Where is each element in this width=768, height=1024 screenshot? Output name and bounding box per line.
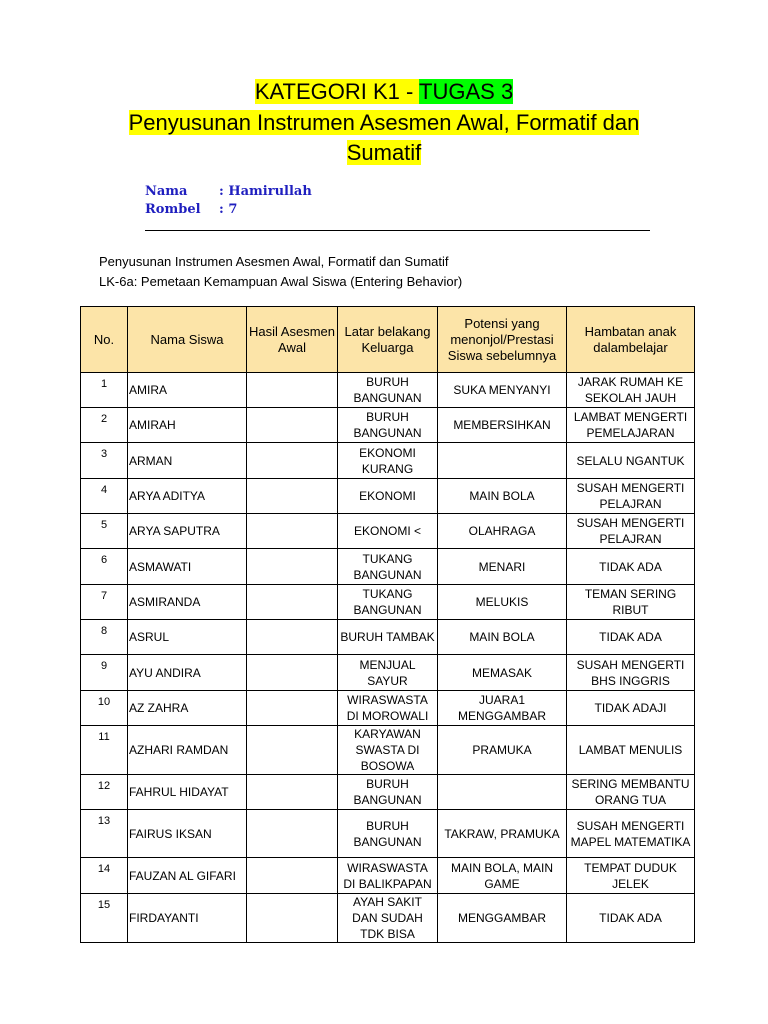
- identity-rombel-row: [145, 201, 312, 219]
- header-potensi: Potensi yang menonjol/Prestasi Siswa sebelumnya: [438, 307, 567, 373]
- assessment-result: [247, 620, 338, 655]
- assessment-result: [247, 726, 338, 775]
- table-body: [81, 373, 695, 943]
- student-name: ASMAWATI: [128, 549, 247, 585]
- student-name: FAUZAN AL GIFARI: [128, 858, 247, 894]
- student-name: ASMIRANDA: [128, 585, 247, 620]
- header-no: No.: [81, 307, 128, 373]
- row-number: 10: [81, 691, 128, 726]
- intro-line-2: LK-6a: Pemetaan Kemampuan Awal Siswa (Entering Behavior): [99, 274, 463, 289]
- table-row: [81, 373, 695, 408]
- student-potential: MAIN BOLA: [438, 479, 567, 514]
- row-number: 4: [81, 479, 128, 514]
- row-number: 5: [81, 514, 128, 549]
- family-background: BURUH BANGUNAN: [338, 373, 438, 408]
- assessment-result: [247, 655, 338, 691]
- student-name: AZ ZAHRA: [128, 691, 247, 726]
- student-potential: [438, 443, 567, 479]
- table-row: [81, 549, 695, 585]
- student-potential: MAIN BOLA, MAIN GAME: [438, 858, 567, 894]
- learning-obstacle: SUSAH MENGERTI MAPEL MATEMATIKA: [567, 810, 695, 858]
- document-subtitle: [60, 108, 708, 168]
- subtitle-line-2: Sumatif: [346, 140, 422, 165]
- student-potential: MENGGAMBAR: [438, 894, 567, 943]
- assessment-result: [247, 775, 338, 810]
- student-name: FAHRUL HIDAYAT: [128, 775, 247, 810]
- family-background: BURUH TAMBAK: [338, 620, 438, 655]
- family-background: MENJUAL SAYUR: [338, 655, 438, 691]
- family-background: EKONOMI: [338, 479, 438, 514]
- table-row: [81, 585, 695, 620]
- row-number: 8: [81, 620, 128, 655]
- assessment-result: [247, 479, 338, 514]
- table-row: [81, 408, 695, 443]
- family-background: EKONOMI KURANG: [338, 443, 438, 479]
- header-hasil-asesmen: Hasil Asesmen Awal: [247, 307, 338, 373]
- learning-obstacle: TEMAN SERING RIBUT: [567, 585, 695, 620]
- learning-obstacle: JARAK RUMAH KE SEKOLAH JAUH: [567, 373, 695, 408]
- family-background: WIRASWASTA DI MOROWALI: [338, 691, 438, 726]
- identity-name-row: [145, 183, 312, 201]
- learning-obstacle: LAMBAT MENGERTI PEMELAJARAN: [567, 408, 695, 443]
- table-row: [81, 620, 695, 655]
- row-number: 11: [81, 726, 128, 775]
- student-potential: JUARA1 MENGGAMBAR: [438, 691, 567, 726]
- table-row: [81, 655, 695, 691]
- family-background: WIRASWASTA DI BALIKPAPAN: [338, 858, 438, 894]
- table-row: [81, 479, 695, 514]
- subtitle-line-1: Penyusunan Instrumen Asesmen Awal, Formatif dan: [128, 110, 640, 135]
- learning-obstacle: TIDAK ADA: [567, 549, 695, 585]
- student-potential: TAKRAW, PRAMUKA: [438, 810, 567, 858]
- family-background: AYAH SAKIT DAN SUDAH TDK BISA: [338, 894, 438, 943]
- learning-obstacle: SUSAH MENGERTI PELAJRAN: [567, 514, 695, 549]
- divider-line: [145, 230, 650, 231]
- assessment-result: [247, 585, 338, 620]
- learning-obstacle: TIDAK ADA: [567, 894, 695, 943]
- learning-obstacle: LAMBAT MENULIS: [567, 726, 695, 775]
- document-title: [0, 78, 768, 106]
- row-number: 1: [81, 373, 128, 408]
- student-potential: OLAHRAGA: [438, 514, 567, 549]
- row-number: 15: [81, 894, 128, 943]
- student-name: ARYA ADITYA: [128, 479, 247, 514]
- row-number: 6: [81, 549, 128, 585]
- row-number: 13: [81, 810, 128, 858]
- assessment-result: [247, 894, 338, 943]
- learning-obstacle: SUSAH MENGERTI BHS INGGRIS: [567, 655, 695, 691]
- row-number: 7: [81, 585, 128, 620]
- intro-line-1: Penyusunan Instrumen Asesmen Awal, Formatif dan Sumatif: [99, 254, 449, 269]
- table-row: [81, 514, 695, 549]
- row-number: 3: [81, 443, 128, 479]
- family-background: TUKANG BANGUNAN: [338, 585, 438, 620]
- table-row: [81, 775, 695, 810]
- row-number: 12: [81, 775, 128, 810]
- learning-obstacle: SUSAH MENGERTI PELAJRAN: [567, 479, 695, 514]
- learning-obstacle: SERING MEMBANTU ORANG TUA: [567, 775, 695, 810]
- student-potential: MAIN BOLA: [438, 620, 567, 655]
- family-background: EKONOMI <: [338, 514, 438, 549]
- row-number: 14: [81, 858, 128, 894]
- table-row: [81, 858, 695, 894]
- assessment-result: [247, 514, 338, 549]
- family-background: BURUH BANGUNAN: [338, 775, 438, 810]
- table-row: [81, 810, 695, 858]
- student-name: AMIRA: [128, 373, 247, 408]
- assessment-result: [247, 443, 338, 479]
- assessment-result: [247, 691, 338, 726]
- table-row: [81, 691, 695, 726]
- header-latar-belakang: Latar belakang Keluarga: [338, 307, 438, 373]
- student-potential: PRAMUKA: [438, 726, 567, 775]
- identity-block: [145, 183, 312, 219]
- table-row: [81, 894, 695, 943]
- family-background: KARYAWAN SWASTA DI BOSOWA: [338, 726, 438, 775]
- title-category: KATEGORI K1 -: [254, 79, 420, 104]
- student-name: ARYA SAPUTRA: [128, 514, 247, 549]
- student-name: FIRDAYANTI: [128, 894, 247, 943]
- family-background: BURUH BANGUNAN: [338, 408, 438, 443]
- student-name: FAIRUS IKSAN: [128, 810, 247, 858]
- assessment-result: [247, 549, 338, 585]
- assessment-result: [247, 408, 338, 443]
- assessment-result: [247, 373, 338, 408]
- student-name: AMIRAH: [128, 408, 247, 443]
- table-header-row: [81, 307, 695, 373]
- student-mapping-table: [80, 306, 695, 943]
- student-potential: MELUKIS: [438, 585, 567, 620]
- learning-obstacle: TIDAK ADAJI: [567, 691, 695, 726]
- header-hambatan: Hambatan anak dalambelajar: [567, 307, 695, 373]
- table-row: [81, 726, 695, 775]
- assessment-result: [247, 810, 338, 858]
- assessment-result: [247, 858, 338, 894]
- student-name: AYU ANDIRA: [128, 655, 247, 691]
- rombel-value: : 7: [219, 202, 238, 217]
- student-potential: MENARI: [438, 549, 567, 585]
- name-label: Nama: [145, 184, 188, 199]
- learning-obstacle: TIDAK ADA: [567, 620, 695, 655]
- student-potential: SUKA MENYANYI: [438, 373, 567, 408]
- student-name: AZHARI RAMDAN: [128, 726, 247, 775]
- learning-obstacle: SELALU NGANTUK: [567, 443, 695, 479]
- family-background: BURUH BANGUNAN: [338, 810, 438, 858]
- rombel-label: Rombel: [145, 202, 201, 217]
- name-value: : Hamirullah: [219, 184, 312, 199]
- table-row: [81, 443, 695, 479]
- row-number: 2: [81, 408, 128, 443]
- family-background: TUKANG BANGUNAN: [338, 549, 438, 585]
- student-potential: MEMBERSIHKAN: [438, 408, 567, 443]
- intro-block: [99, 252, 462, 292]
- student-name: ARMAN: [128, 443, 247, 479]
- student-potential: [438, 775, 567, 810]
- header-nama-siswa: Nama Siswa: [128, 307, 247, 373]
- learning-obstacle: TEMPAT DUDUK JELEK: [567, 858, 695, 894]
- student-potential: MEMASAK: [438, 655, 567, 691]
- row-number: 9: [81, 655, 128, 691]
- student-name: ASRUL: [128, 620, 247, 655]
- title-task: TUGAS 3: [419, 79, 514, 104]
